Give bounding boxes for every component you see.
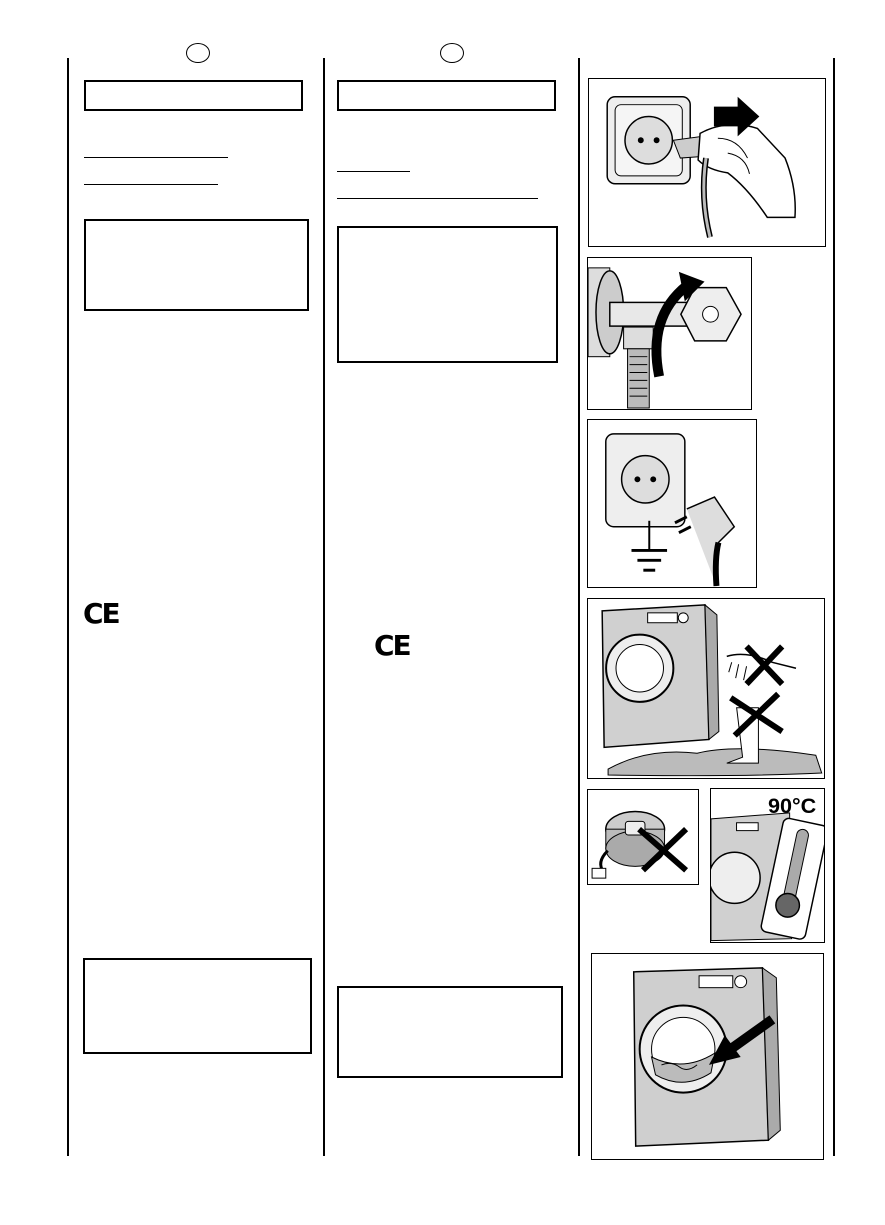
- figure-unplug-appliance: [588, 78, 826, 247]
- section-heading-box-left: [84, 80, 303, 111]
- extension-reel-illustration: [588, 790, 698, 884]
- unplug-illustration: [589, 79, 825, 246]
- column-divider-middle-left: [323, 58, 325, 1156]
- column-divider-right: [833, 58, 835, 1156]
- ce-mark-left: CE: [83, 597, 119, 630]
- figure-earthed-socket: [587, 419, 757, 588]
- column-divider-middle-right: [578, 58, 580, 1156]
- figure-washer-door-glass: [591, 953, 824, 1160]
- underline-left-2: [84, 184, 218, 185]
- underline-left-1: [84, 157, 228, 158]
- thermometer-illustration: [711, 789, 824, 942]
- ce-mark-middle: CE: [374, 629, 410, 662]
- washer-door-illustration: [592, 954, 823, 1159]
- underline-middle-2: [337, 198, 538, 199]
- figure-hot-surface-90c: [710, 788, 825, 943]
- warning-box-left: [84, 219, 309, 311]
- figure-close-water-tap: [587, 257, 752, 410]
- section-heading-box-middle: [337, 80, 556, 111]
- earthed-socket-illustration: [588, 420, 756, 587]
- figure-no-extension-reel: [587, 789, 699, 885]
- language-badge-middle: [440, 43, 464, 63]
- water-tap-illustration: [588, 258, 751, 409]
- warning-box-middle: [337, 226, 558, 363]
- figure-no-wet-hands-bare-feet: [587, 598, 825, 779]
- temperature-label: 90°C: [767, 792, 817, 818]
- underline-middle-1: [337, 171, 410, 172]
- note-box-left: [83, 958, 312, 1054]
- column-divider-left: [67, 58, 69, 1156]
- language-badge-left: [186, 43, 210, 63]
- note-box-middle: [337, 986, 563, 1078]
- washer-safety-illustration: [588, 599, 824, 778]
